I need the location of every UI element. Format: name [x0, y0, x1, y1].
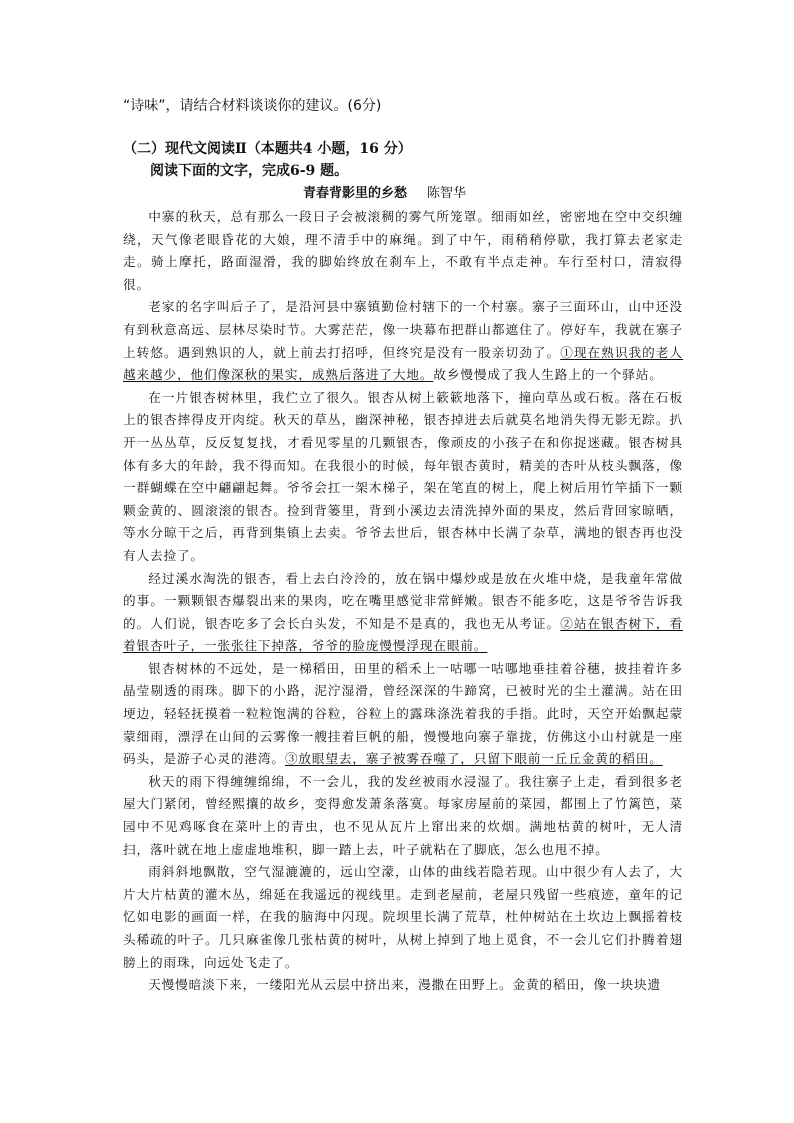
section-title: （二）现代文阅读Ⅱ（本题共4 小题，16 分） [123, 141, 412, 157]
article-paragraph [123, 861, 683, 974]
article-paragraph [123, 974, 683, 997]
underlined-sentence: ①现在熟识我的老人越来越少，他们像深秋的果实，成熟后落进了大地。 [123, 344, 683, 383]
paragraph-text: 在一片银杏树林里，我伫立了很久。银杏从树上簌簌地落下，撞向草丛或石板。落在石板上的银杏摔得皮开肉绽。秋天的草丛，幽深神秘，银杏掉进去后就莫名地消失得无影无踪。扒开一丛丛草，反反复复找，才看见零星的几颗银杏，像顽皮的小孩子在和你捉迷藏。银杏树具体有多大的年龄，我不得而知。在我很小的时候，每年银杏黄时，精美的杏叶从枝头飘落，像一群蝴蝶在空中翩翩起舞。爷爷会扛一架木梯子，架在笔直的树上，爬上树后用竹竿插下一颗颗金黄的、圆滚滚的银杏。捡到背篓里，背到小溪边去清洗掉外面的果皮，然后背回家晾晒，等水分晾干之后，再背到集镇上去卖。爷爷去世后，银杏林中长满了杂草，满地的银杏再也没有人去捡了。 [123, 389, 683, 563]
article-title: 青春背影里的乡愁 [303, 186, 408, 201]
paragraph-text: 经过溪水淘洗的银杏，看上去白泠泠的，放在锅中爆炒或是放在火堆中烧，是我童年常做的事。一颗颗银杏爆裂出来的果肉，吃在嘴里感觉非常鲜嫩。银杏不能多吃，这是爷爷告诉我的。人们说，银杏吃多了会长白头发，不知是不是真的，我也无从考证。 [123, 570, 683, 631]
paragraph-text: 天慢慢暗淡下来，一缕阳光从云层中挤出来，漫撒在田野上。金黄的稻田，像一块块遗 [148, 977, 661, 993]
paragraph-text: 秋天的雨下得缠缠绵绵，不一会儿，我的发丝被雨水浸湿了。我往寨子上走，看到很多老屋大门紧闭，曾经熙攘的故乡，变得愈发萧条落寞。每家房屋前的菜园，都围上了竹篱笆，菜园中不见鸡啄食在菜叶上的青虫，也不见从瓦片上窜出来的炊烟。满地枯黄的树叶，无人清扫，落叶就在地上虚虚地堆积，脚一踏上去，叶子就粘在了脚底，怎么也甩不掉。 [123, 773, 683, 857]
paragraph-text: 雨斜斜地飘散，空气湿漉漉的，远山空濛，山体的曲线若隐若现。山中很少有人去了，大片大片枯黄的灌木丛，绵延在我遥远的视线里。走到老屋前，老屋只残留一些痕迹，童年的记忆如电影的画面一样，在我的脑海中闪现。院坝里长满了荒草，杜仲树站在土坎边上飘摇着枝头稀疏的叶子。几只麻雀像几张枯黄的树叶，从树上掉到了地上觅食，不一会儿它们扑腾着翅膀上的雨珠，向远处飞走了。 [123, 864, 683, 970]
paragraph-text: 老家的名字叫后子了，是沿河县中寨镇勤俭村辖下的一个村寨。寨子三面环山，山中还没有到秋意高远、层林尽染时节。大雾茫茫，像一块幕布把群山都遮住了。停好车，我就在寨子上转悠。遇到熟识的人，就上前去打招呼，但终究是没有一股亲切劲了。 [123, 299, 683, 360]
article-paragraph [123, 568, 683, 658]
paragraph-text: 故乡慢慢成了我人生路上的一个驿站。 [433, 367, 663, 383]
reading-instruction: 阅读下面的文字，完成6-9 题。 [150, 163, 349, 179]
underlined-sentence: ②站在银杏树下，看着银杏叶子，一张张往下掉落，爷爷的脸庞慢慢浮现在眼前。 [123, 615, 683, 654]
article-paragraph [123, 296, 683, 386]
article-body [123, 206, 683, 997]
article-paragraph [123, 658, 683, 771]
paragraph-text: 中寨的秋天，总有那么一段日子会被滚稠的雾气所笼罩。细雨如丝，密密地在空中交织缠绕，天气像老眼昏花的大娘，理不清手中的麻绳。到了中午，雨稍稍停歇，我打算去老家走走。骑上摩托，路面湿滑，我的脚始终放在刹车上，不敢有半点走神。车行至村口，清寂得很。 [123, 209, 683, 292]
article-paragraph [123, 206, 683, 296]
paragraph-text: 银杏树林的不远处，是一梯稻田，田里的稻禾上一咕哪一咕哪地垂挂着谷穗，披挂着许多晶莹剔透的雨珠。脚下的小路，泥泞湿滑，曾经深深的牛蹄窝，已被时光的尘土灌满。站在田埂边，轻轻抚摸着一粒粒饱满的谷粒，谷粒上的露珠涤洗着我的手指。此时，天空开始飘起蒙蒙细雨，漂浮在山间的云雾像一艘挂着巨帆的船，慢慢地向寨子靠拢，仿佛这小山村就是一座码头，是游子心灵的港湾。 [123, 660, 683, 767]
article-paragraph [123, 771, 683, 861]
underlined-sentence: ③放眼望去，寨子被雾吞噬了，只留下眼前一丘丘金黄的稻田。 [284, 751, 663, 767]
previous-question-tail: “诗味”，请结合材料谈谈你的建议。(6分) [123, 98, 382, 114]
article-author: 陈智华 [427, 186, 467, 201]
article-paragraph [123, 387, 683, 568]
